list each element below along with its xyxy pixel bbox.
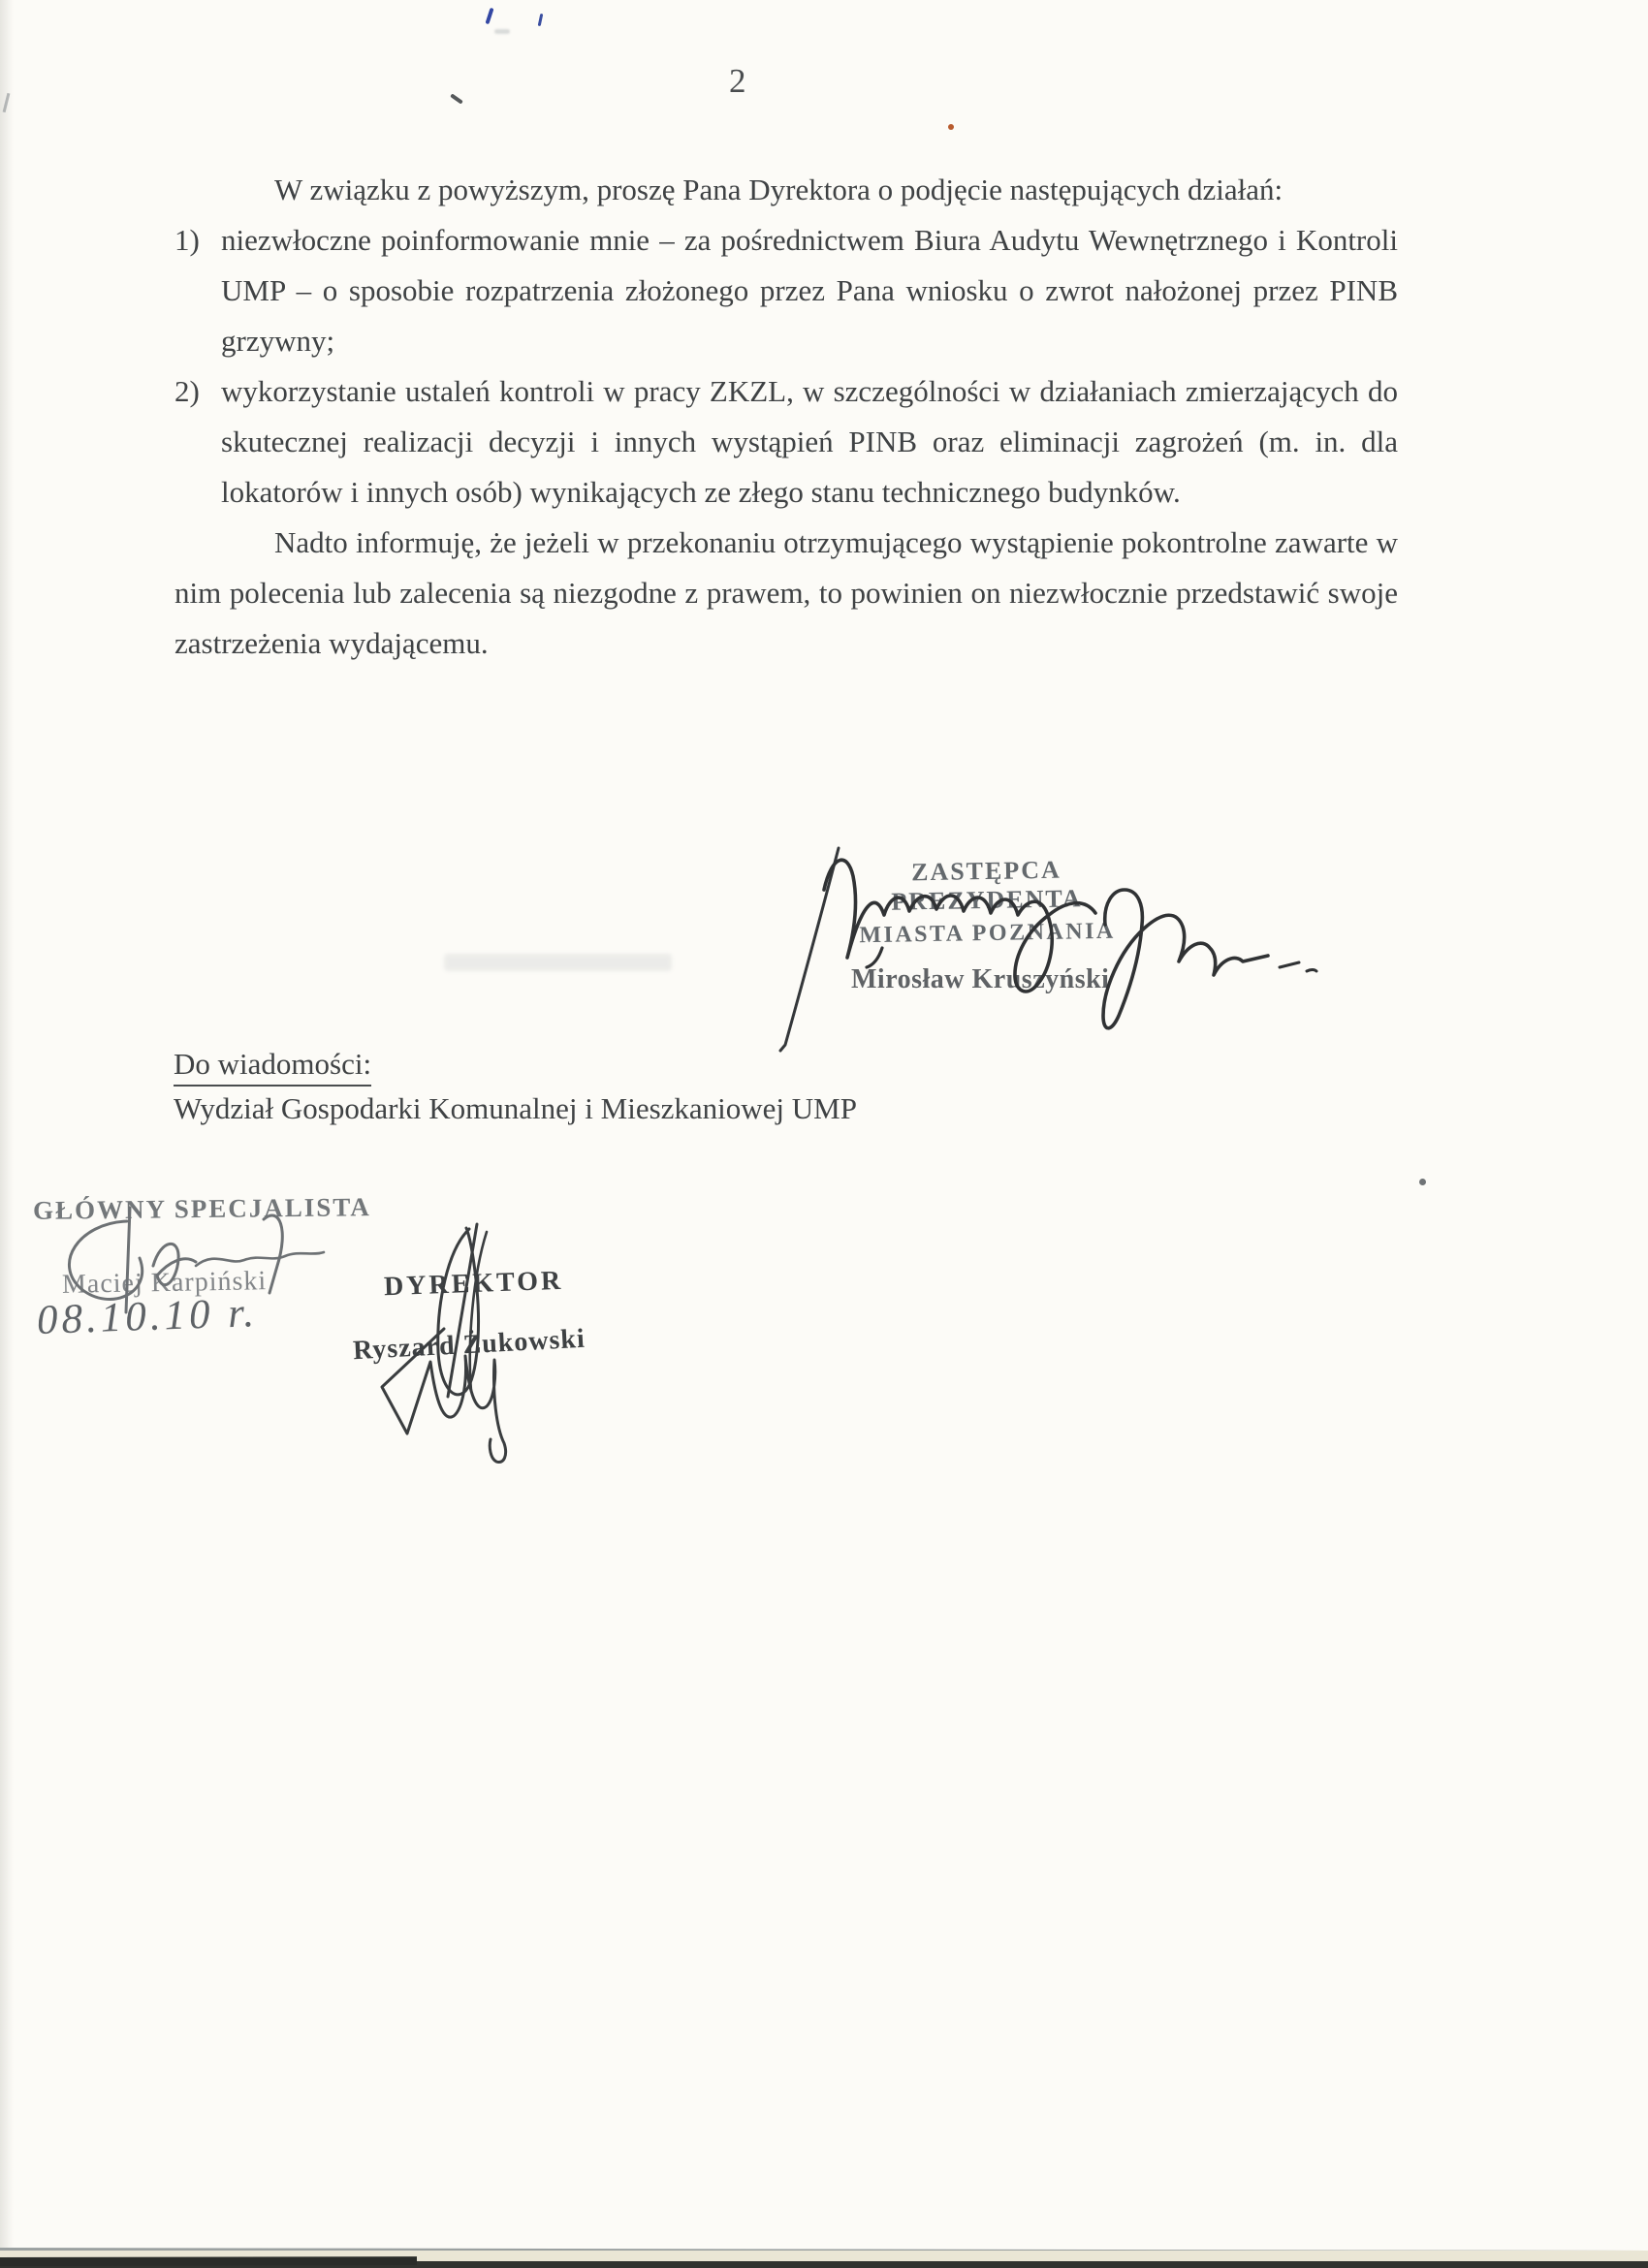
scan-speck: [948, 124, 954, 130]
handwritten-date: 08.10.10 r.: [36, 1290, 259, 1343]
numbered-list: [174, 215, 1398, 518]
scan-smudge: [494, 29, 510, 34]
page-number: 2: [729, 62, 747, 100]
list-item-text: niezwłoczne poinformowanie mnie – za pośrednictwem Biura Audytu Wewnętrznego i Kontroli UMP – o sposobie rozpatrzenia złożonego przez Pana wniosku o zwrot nałożonej przez PINB grzywny;: [221, 223, 1398, 358]
deputy-stamp-title-line2: MIASTA POZNANIA: [859, 918, 1116, 949]
scan-speck: [1419, 1179, 1426, 1185]
letter-body: [174, 165, 1398, 669]
closing-paragraph: Nadto informuję, że jeżeli w przekonaniu otrzymującego wystąpienie pokontrolne zawarte w nim polecenia lub zalecenia są niezgodne z prawem, to powinien on niezwłocznie przedstawić swoje zastrzeżenia wydającemu.: [174, 525, 1398, 660]
scan-bottom-edge-line: [0, 2248, 1648, 2253]
blue-ink-mark: [485, 8, 493, 24]
distribution-recipient: Wydział Gospodarki Komunalnej i Mieszkaniowej UMP: [174, 1091, 857, 1125]
list-item-marker: 1): [174, 223, 200, 257]
kruszynski-signature: [746, 832, 1328, 1064]
scan-bottom-edge-dark: [0, 2256, 417, 2266]
list-item: [174, 366, 1398, 518]
specialist-name-stamp: Maciej Karpiński: [61, 1266, 268, 1300]
list-item-text: wykorzystanie ustaleń kontroli w pracy ZKZL, w szczególności w działaniach zmierzających do skutecznej realizacji decyzji i innych wystąpień PINB oraz eliminacji zagrożeń (m. in. dla lokatorów i innych osób) wynikających ze złego stanu technicznego budynków.: [221, 374, 1398, 509]
scan-left-edge-shade: [0, 0, 14, 2268]
director-stamp-title: DYREKTOR: [383, 1265, 564, 1303]
scan-bottom-edge-paper: [0, 2251, 1648, 2261]
distribution-heading: Do wiadomości:: [174, 1047, 371, 1087]
deputy-stamp-title-line1: ZASTĘPCA PREZYDENTA: [891, 855, 1083, 916]
scan-speck: [450, 93, 463, 104]
scan-speck: [3, 93, 11, 112]
scan-bottom-edge-dark: [0, 2261, 1648, 2268]
list-item-marker: 2): [174, 374, 200, 408]
zukowski-signature: [368, 1214, 572, 1476]
signer-name-stamp: Mirosław Kruszyński: [851, 964, 1110, 994]
specialist-stamp-title: GŁÓWNY SPECJALISTA: [32, 1192, 371, 1225]
list-item: [174, 215, 1398, 366]
scan-ghost-smudge: [444, 954, 672, 971]
director-name-stamp: Ryszard Żukowski: [352, 1323, 586, 1367]
intro-paragraph: W związku z powyższym, proszę Pana Dyrektora o podjęcie następujących działań:: [274, 173, 1284, 206]
blue-ink-mark: [538, 14, 544, 26]
